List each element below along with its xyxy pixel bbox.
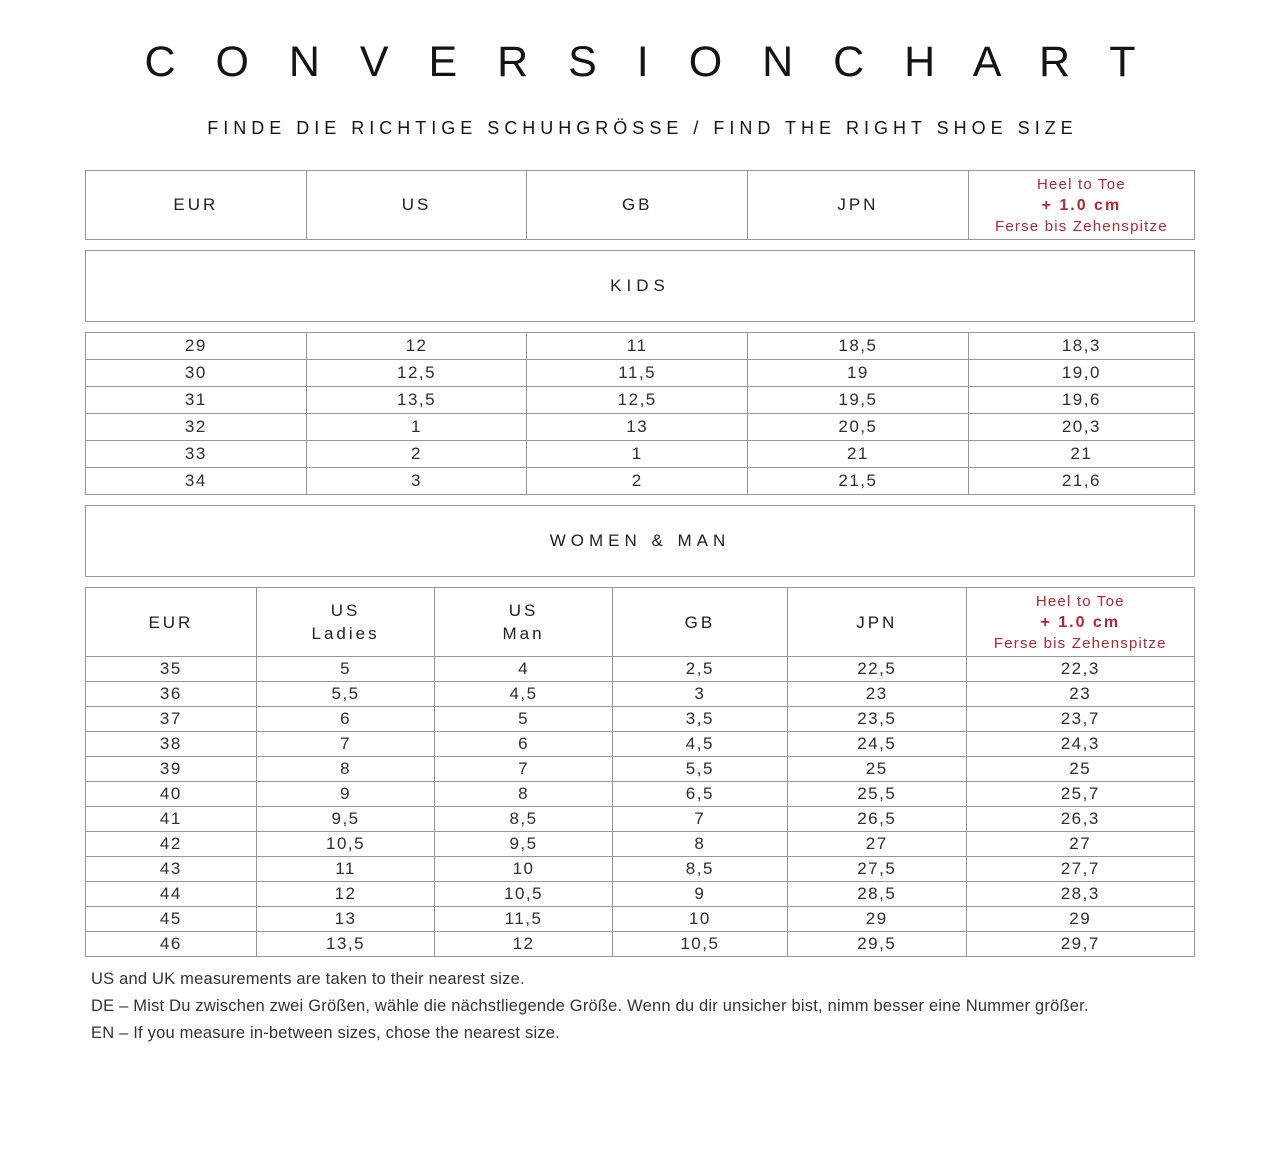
column-header-heel-to-toe: [968, 171, 1194, 240]
column-header-us-ladies: [256, 588, 435, 657]
table-cell: 12,5: [306, 360, 527, 387]
kids-header-row: [86, 171, 1195, 240]
table-cell: 4,5: [612, 732, 787, 757]
table-cell: 9: [256, 782, 435, 807]
table-cell: 25: [966, 757, 1194, 782]
table-cell: 31: [86, 387, 307, 414]
column-header-us-man: [435, 588, 612, 657]
table-cell: 28,3: [966, 882, 1194, 907]
kids-size-table: [85, 332, 1195, 495]
table-cell: 2: [527, 468, 748, 495]
column-header-jpn: JPN: [748, 171, 969, 240]
table-cell: 46: [86, 932, 257, 957]
conversion-chart-page: [85, 0, 1195, 1042]
table-cell: 25,7: [966, 782, 1194, 807]
column-header-label: GB: [684, 612, 716, 632]
table-cell: 38: [86, 732, 257, 757]
table-row: [86, 832, 1195, 857]
table-cell: 27,7: [966, 857, 1194, 882]
table-cell: 32: [86, 414, 307, 441]
table-cell: 23: [787, 682, 966, 707]
table-cell: 29: [966, 907, 1194, 932]
table-cell: 29,5: [787, 932, 966, 957]
table-cell: 24,5: [787, 732, 966, 757]
table-cell: 20,3: [968, 414, 1194, 441]
table-cell: 23,5: [787, 707, 966, 732]
column-header-label: Ladies: [311, 624, 380, 643]
table-row: [86, 657, 1195, 682]
table-row: [86, 907, 1195, 932]
table-cell: 19,6: [968, 387, 1194, 414]
table-cell: 11: [256, 857, 435, 882]
table-cell: 10: [612, 907, 787, 932]
table-row: [86, 387, 1195, 414]
column-header-jpn: [787, 588, 966, 657]
table-cell: 12: [256, 882, 435, 907]
table-cell: 19,5: [748, 387, 969, 414]
table-cell: 18,5: [748, 333, 969, 360]
table-cell: 6,5: [612, 782, 787, 807]
heel-to-toe-label-en: Heel to Toe: [1036, 175, 1126, 193]
table-cell: 3: [306, 468, 527, 495]
column-header-eur: EUR: [86, 171, 307, 240]
table-cell: 13: [527, 414, 748, 441]
footnotes: [85, 970, 1195, 1042]
table-row: [86, 882, 1195, 907]
table-cell: 8,5: [612, 857, 787, 882]
heel-to-toe-label-en: Heel to Toe: [1035, 592, 1125, 610]
column-header-label: US: [330, 601, 361, 620]
table-cell: 26,5: [787, 807, 966, 832]
table-cell: 24,3: [966, 732, 1194, 757]
column-header-label: US: [508, 601, 539, 620]
table-cell: 9,5: [435, 832, 612, 857]
table-cell: 1: [306, 414, 527, 441]
table-row: [86, 414, 1195, 441]
table-cell: 23: [966, 682, 1194, 707]
table-cell: 5: [256, 657, 435, 682]
table-cell: 8: [256, 757, 435, 782]
table-cell: 22,3: [966, 657, 1194, 682]
table-cell: 25,5: [787, 782, 966, 807]
table-cell: 29: [787, 907, 966, 932]
table-cell: 5: [435, 707, 612, 732]
table-row: [86, 932, 1195, 957]
table-cell: 45: [86, 907, 257, 932]
table-cell: 29,7: [966, 932, 1194, 957]
table-cell: 21,6: [968, 468, 1194, 495]
table-cell: 12,5: [527, 387, 748, 414]
page-title: C O N V E R S I O N C H A R T: [144, 38, 1150, 86]
adults-header-row: [86, 588, 1195, 657]
adults-size-table: [85, 587, 1195, 957]
table-cell: 18,3: [968, 333, 1194, 360]
table-cell: 19,0: [968, 360, 1194, 387]
table-cell: 13,5: [306, 387, 527, 414]
column-header-us: US: [306, 171, 527, 240]
table-cell: 41: [86, 807, 257, 832]
table-cell: 44: [86, 882, 257, 907]
table-cell: 39: [86, 757, 257, 782]
footnote-en: EN – If you measure in-between sizes, chose the nearest size.: [91, 1024, 560, 1042]
table-cell: 27: [787, 832, 966, 857]
column-header-heel-to-toe: [966, 588, 1194, 657]
table-row: [86, 782, 1195, 807]
table-cell: 12: [306, 333, 527, 360]
table-cell: 11,5: [435, 907, 612, 932]
table-cell: 4: [435, 657, 612, 682]
table-cell: 26,3: [966, 807, 1194, 832]
table-cell: 10,5: [612, 932, 787, 957]
table-cell: 20,5: [748, 414, 969, 441]
heel-to-toe-label-de: Ferse bis Zehenspitze: [993, 634, 1167, 652]
table-row: [86, 757, 1195, 782]
table-row: [86, 360, 1195, 387]
page-subtitle: FINDE DIE RICHTIGE SCHUHGRÖSSE / FIND THE RIGHT SHOE SIZE: [207, 118, 1078, 138]
table-cell: 43: [86, 857, 257, 882]
table-row: [86, 441, 1195, 468]
table-cell: 7: [612, 807, 787, 832]
column-header-gb: GB: [527, 171, 748, 240]
table-cell: 13: [256, 907, 435, 932]
heel-to-toe-allowance: + 1.0 cm: [1041, 196, 1122, 214]
table-cell: 11: [527, 333, 748, 360]
table-cell: 10: [435, 857, 612, 882]
table-cell: 29: [86, 333, 307, 360]
column-header-gb: [612, 588, 787, 657]
table-cell: 42: [86, 832, 257, 857]
table-cell: 37: [86, 707, 257, 732]
table-cell: 33: [86, 441, 307, 468]
table-cell: 34: [86, 468, 307, 495]
table-cell: 22,5: [787, 657, 966, 682]
table-cell: 36: [86, 682, 257, 707]
table-cell: 9: [612, 882, 787, 907]
table-row: [86, 682, 1195, 707]
table-cell: 21: [748, 441, 969, 468]
table-cell: 12: [435, 932, 612, 957]
section-banner-kids: KIDS: [85, 250, 1195, 322]
table-cell: 5,5: [612, 757, 787, 782]
table-cell: 10,5: [256, 832, 435, 857]
table-cell: 7: [256, 732, 435, 757]
table-cell: 8: [612, 832, 787, 857]
table-cell: 11,5: [527, 360, 748, 387]
table-cell: 2: [306, 441, 527, 468]
table-cell: 10,5: [435, 882, 612, 907]
table-cell: 1: [527, 441, 748, 468]
table-cell: 6: [256, 707, 435, 732]
table-cell: 5,5: [256, 682, 435, 707]
table-cell: 7: [435, 757, 612, 782]
table-row: [86, 807, 1195, 832]
table-cell: 9,5: [256, 807, 435, 832]
table-cell: 8,5: [435, 807, 612, 832]
table-cell: 19: [748, 360, 969, 387]
table-cell: 23,7: [966, 707, 1194, 732]
table-cell: 3,5: [612, 707, 787, 732]
table-cell: 21,5: [748, 468, 969, 495]
table-row: [86, 857, 1195, 882]
table-cell: 2,5: [612, 657, 787, 682]
table-row: [86, 468, 1195, 495]
section-banner-women-man: WOMEN & MAN: [85, 505, 1195, 577]
table-row: [86, 732, 1195, 757]
kids-header-table: [85, 170, 1195, 240]
table-cell: 4,5: [435, 682, 612, 707]
column-header-label: EUR: [148, 612, 194, 632]
footnote-de: DE – Mist Du zwischen zwei Größen, wähle die nächstliegende Größe. Wenn du dir unsicher bist, nimm besser eine Nummer größer.: [91, 997, 1089, 1015]
kids-size-table-body: [86, 333, 1195, 495]
table-cell: 13,5: [256, 932, 435, 957]
heel-to-toe-allowance: + 1.0 cm: [1040, 613, 1121, 631]
table-cell: 40: [86, 782, 257, 807]
table-cell: 25: [787, 757, 966, 782]
table-cell: 8: [435, 782, 612, 807]
column-header-eur: [86, 588, 257, 657]
table-row: [86, 707, 1195, 732]
table-cell: 35: [86, 657, 257, 682]
table-cell: 27,5: [787, 857, 966, 882]
table-cell: 28,5: [787, 882, 966, 907]
adults-size-table-body: [86, 657, 1195, 957]
column-header-label: JPN: [856, 612, 898, 632]
table-cell: 21: [968, 441, 1194, 468]
footnote-measurements: US and UK measurements are taken to their nearest size.: [91, 970, 525, 988]
table-row: [86, 333, 1195, 360]
heel-to-toe-label-de: Ferse bis Zehenspitze: [994, 217, 1168, 235]
table-cell: 6: [435, 732, 612, 757]
table-cell: 27: [966, 832, 1194, 857]
column-header-label: Man: [502, 624, 545, 643]
table-cell: 3: [612, 682, 787, 707]
table-cell: 30: [86, 360, 307, 387]
